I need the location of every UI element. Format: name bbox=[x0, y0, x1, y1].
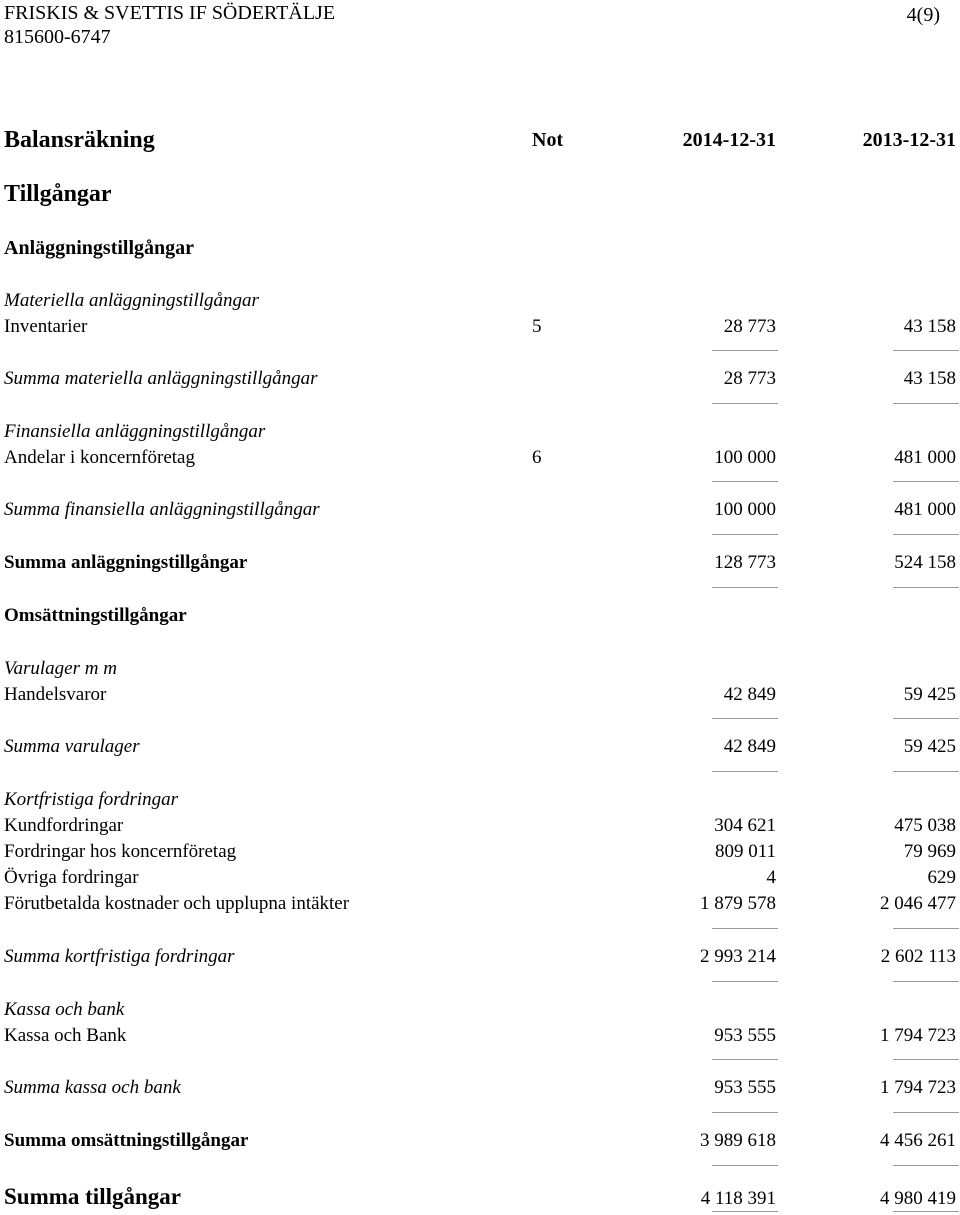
row-label: Handelsvaror bbox=[4, 684, 107, 705]
row-label: Kassa och Bank bbox=[4, 1025, 127, 1046]
underline bbox=[712, 403, 778, 404]
underline bbox=[893, 1211, 959, 1212]
row-value-2013: 4 456 261 bbox=[880, 1130, 956, 1151]
row-value-2014: 809 011 bbox=[714, 841, 776, 862]
table-row bbox=[0, 316, 960, 340]
subsection-title: Anläggningstillgångar bbox=[4, 237, 195, 259]
group-heading: Kassa och bank bbox=[4, 999, 125, 1020]
table-row bbox=[0, 1184, 960, 1212]
table-row bbox=[0, 684, 960, 708]
row-label: Summa tillgångar bbox=[4, 1184, 181, 1209]
col-header-not: Not bbox=[532, 129, 564, 151]
row-note: 6 bbox=[532, 447, 542, 468]
row-value-2013: 79 969 bbox=[903, 841, 956, 862]
group-heading: Varulager m m bbox=[4, 658, 117, 679]
table-row bbox=[0, 867, 960, 891]
row-note: 5 bbox=[532, 316, 542, 337]
row-value-2013: 43 158 bbox=[903, 316, 956, 337]
underline bbox=[712, 534, 778, 535]
row-label: Fordringar hos koncernföretag bbox=[4, 841, 237, 862]
underline bbox=[893, 1059, 959, 1060]
row-heading bbox=[0, 999, 960, 1023]
underline bbox=[712, 481, 778, 482]
row-value-2014: 100 000 bbox=[714, 499, 776, 520]
row-value-2014: 100 000 bbox=[714, 447, 776, 468]
row-value-2014: 953 555 bbox=[714, 1025, 776, 1046]
row-value-2013: 481 000 bbox=[894, 447, 956, 468]
row-value-2014: 42 849 bbox=[723, 684, 776, 705]
section-title: Tillgångar bbox=[4, 181, 112, 207]
row-value-2013: 475 038 bbox=[894, 815, 956, 836]
row-label: Summa finansiella anläggningstillgångar bbox=[4, 499, 320, 520]
underline bbox=[712, 771, 778, 772]
table-row bbox=[0, 893, 960, 917]
row-value-2014: 2 993 214 bbox=[700, 946, 776, 967]
row-value-2013: 59 425 bbox=[903, 684, 956, 705]
row-value-2014: 304 621 bbox=[714, 815, 776, 836]
row-value-2014: 4 bbox=[766, 867, 776, 888]
row-label: Summa kassa och bank bbox=[4, 1077, 181, 1098]
table-row bbox=[0, 815, 960, 839]
row-label: Summa kortfristiga fordringar bbox=[4, 946, 235, 967]
underline bbox=[712, 1211, 778, 1212]
row-label: Inventarier bbox=[4, 316, 88, 337]
row-value-2013: 43 158 bbox=[903, 368, 956, 389]
org-number: 815600-6747 bbox=[4, 26, 111, 48]
underline bbox=[893, 718, 959, 719]
row-value-2014: 4 118 391 bbox=[700, 1188, 776, 1209]
row-heading bbox=[0, 605, 960, 629]
underline bbox=[712, 928, 778, 929]
table-row bbox=[0, 841, 960, 865]
col-header-2014: 2014-12-31 bbox=[682, 129, 776, 151]
row-heading bbox=[0, 789, 960, 813]
table-row bbox=[0, 499, 960, 523]
underline bbox=[712, 1112, 778, 1113]
group-heading: Materiella anläggningstillgångar bbox=[4, 290, 259, 311]
table-row bbox=[0, 368, 960, 392]
row-value-2014: 1 879 578 bbox=[700, 893, 776, 914]
table-row bbox=[0, 946, 960, 970]
row-value-2013: 524 158 bbox=[894, 552, 956, 573]
row-value-2013: 2 046 477 bbox=[880, 893, 956, 914]
underline bbox=[893, 587, 959, 588]
underline bbox=[712, 981, 778, 982]
underline bbox=[893, 481, 959, 482]
row-label: Summa varulager bbox=[4, 736, 140, 757]
subsection-heading: Omsättningstillgångar bbox=[4, 605, 187, 626]
table-row bbox=[0, 1130, 960, 1154]
table-row bbox=[0, 552, 960, 576]
underline bbox=[893, 534, 959, 535]
underline bbox=[712, 587, 778, 588]
row-label: Andelar i koncernföretag bbox=[4, 447, 195, 468]
page-title: Balansräkning bbox=[4, 127, 155, 153]
table-row bbox=[0, 736, 960, 760]
underline bbox=[893, 403, 959, 404]
group-heading: Finansiella anläggningstillgångar bbox=[4, 421, 266, 442]
row-value-2014: 28 773 bbox=[723, 368, 776, 389]
page-number: 4(9) bbox=[906, 4, 940, 26]
row-value-2013: 59 425 bbox=[903, 736, 956, 757]
row-value-2013: 629 bbox=[927, 867, 956, 888]
row-heading bbox=[0, 290, 960, 314]
row-label: Kundfordringar bbox=[4, 815, 124, 836]
row-label: Förutbetalda kostnader och upplupna intäkter bbox=[4, 893, 350, 914]
row-value-2013: 481 000 bbox=[894, 499, 956, 520]
row-label: Summa materiella anläggningstillgångar bbox=[4, 368, 318, 389]
group-heading: Kortfristiga fordringar bbox=[4, 789, 179, 810]
underline bbox=[712, 1165, 778, 1166]
underline bbox=[893, 350, 959, 351]
row-value-2013: 1 794 723 bbox=[880, 1077, 956, 1098]
underline bbox=[712, 718, 778, 719]
row-label: Summa anläggningstillgångar bbox=[4, 552, 248, 573]
row-heading bbox=[0, 421, 960, 445]
underline bbox=[893, 981, 959, 982]
underline bbox=[712, 1059, 778, 1060]
row-label: Summa omsättningstillgångar bbox=[4, 1130, 249, 1151]
row-value-2013: 1 794 723 bbox=[880, 1025, 956, 1046]
table-row bbox=[0, 1077, 960, 1101]
row-value-2014: 3 989 618 bbox=[700, 1130, 776, 1151]
row-value-2014: 28 773 bbox=[723, 316, 776, 337]
underline bbox=[712, 350, 778, 351]
row-value-2014: 42 849 bbox=[723, 736, 776, 757]
underline bbox=[893, 928, 959, 929]
row-value-2014: 953 555 bbox=[714, 1077, 776, 1098]
row-heading bbox=[0, 658, 960, 682]
org-name: FRISKIS & SVETTIS IF SÖDERTÄLJE bbox=[4, 2, 336, 24]
underline bbox=[893, 1112, 959, 1113]
row-value-2014: 128 773 bbox=[714, 552, 776, 573]
underline bbox=[893, 1165, 959, 1166]
row-value-2013: 4 980 419 bbox=[880, 1188, 956, 1209]
underline bbox=[893, 771, 959, 772]
table-row bbox=[0, 447, 960, 471]
row-label: Övriga fordringar bbox=[4, 867, 139, 888]
table-row bbox=[0, 1025, 960, 1049]
row-value-2013: 2 602 113 bbox=[880, 946, 956, 967]
col-header-2013: 2013-12-31 bbox=[862, 129, 956, 151]
